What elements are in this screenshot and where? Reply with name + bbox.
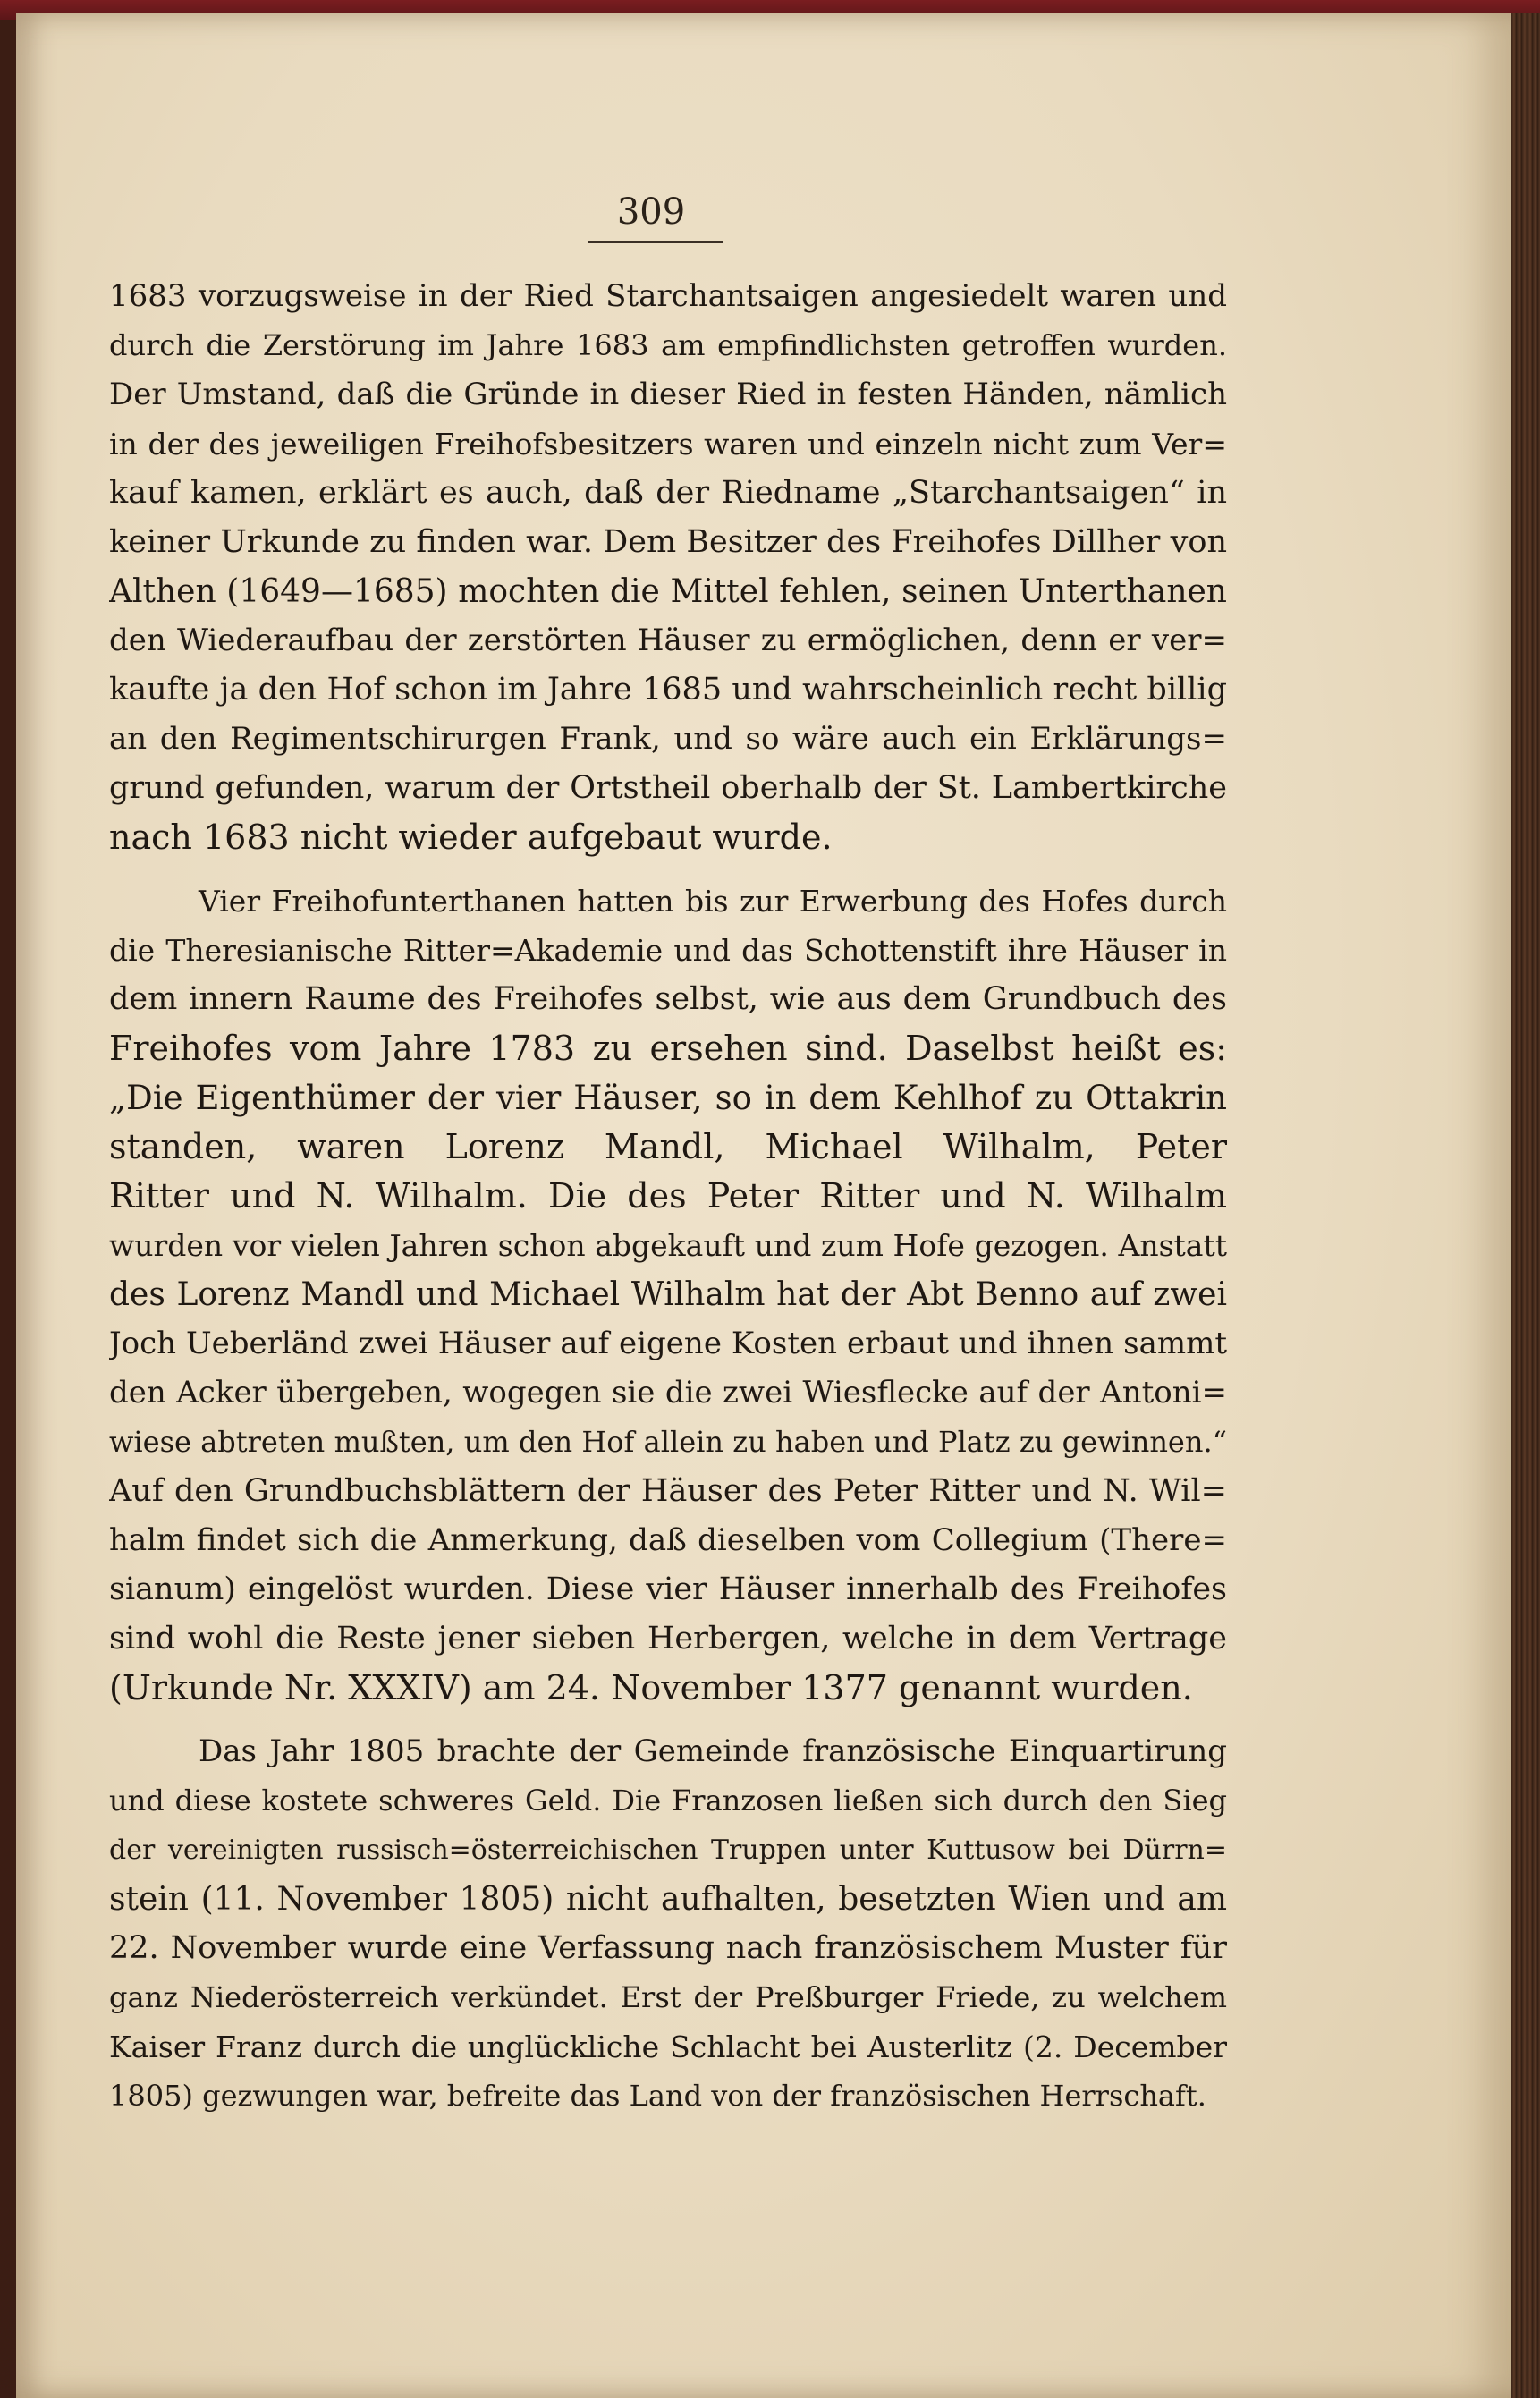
text-line: „Die Eigenthümer der vier Häuser, so in dem Kehlhof zu Ottakrin bbox=[109, 1079, 1227, 1117]
text-line: halm findet sich die Anmerkung, daß dieselben vom Collegium (There= bbox=[109, 1522, 1227, 1558]
text-line: standen, waren Lorenz Mandl, Michael Wilhalm, Peter bbox=[109, 1127, 1227, 1166]
text-line: nach 1683 nicht wieder aufgebaut wurde. bbox=[109, 818, 833, 857]
book-page bbox=[16, 13, 1511, 2398]
text-line: keiner Urkunde zu finden war. Dem Besitzer des Freihofes Dillher von bbox=[109, 524, 1227, 560]
paragraph bbox=[109, 272, 1227, 862]
text-line: dem innern Raume des Freihofes selbst, wie aus dem Grundbuch des bbox=[109, 981, 1227, 1017]
text-line: Ritter und N. Wilhalm. Die des Peter Ritter und N. Wilhalm bbox=[109, 1176, 1227, 1216]
paragraph bbox=[109, 877, 1227, 1713]
text-line: Der Umstand, daß die Gründe in dieser Ried in festen Händen, nämlich bbox=[109, 377, 1227, 412]
text-line: kauf kamen, erklärt es auch, daß der Riedname „Starchantsaigen“ in bbox=[109, 475, 1227, 511]
text-line: kaufte ja den Hof schon im Jahre 1685 und wahrscheinlich recht billig bbox=[109, 672, 1227, 708]
page-number: 309 bbox=[616, 191, 686, 233]
text-line: wurden vor vielen Jahren schon abgekauft und zum Hofe gezogen. Anstatt bbox=[109, 1228, 1227, 1263]
text-line: in der des jeweiligen Freihofsbesitzers waren und einzeln nicht zum Ver= bbox=[109, 427, 1227, 462]
text-line: stein (11. November 1805) nicht aufhalten, besetzten Wien und am bbox=[109, 1881, 1227, 1918]
header-rule bbox=[588, 241, 723, 243]
text-line: Kaiser Franz durch die unglückliche Schlacht bei Austerlitz (2. December bbox=[109, 2029, 1227, 2064]
paragraph bbox=[109, 1727, 1227, 2121]
page-edge bbox=[1511, 13, 1540, 2398]
text-line: sianum) eingelöst wurden. Diese vier Häuser innerhalb des Freihofes bbox=[109, 1572, 1227, 1607]
text-line: und diese kostete schweres Geld. Die Franzosen ließen sich durch den Sieg bbox=[109, 1784, 1227, 1818]
text-line: Joch Ueberländ zwei Häuser auf eigene Kosten erbaut und ihnen sammt bbox=[109, 1326, 1227, 1361]
text-line: den Acker übergeben, wogegen sie die zwei Wiesflecke auf der Antoni= bbox=[109, 1375, 1227, 1411]
text-line: an den Regimentschirurgen Frank, und so wäre auch ein Erklärungs= bbox=[109, 721, 1227, 757]
text-line: Das Jahr 1805 brachte der Gemeinde französische Einquartirung bbox=[199, 1733, 1227, 1769]
text-line: 1805) gezwungen war, befreite das Land von der französischen Herrschaft. bbox=[109, 2079, 1206, 2113]
text-line: den Wiederaufbau der zerstörten Häuser zu ermöglichen, denn er ver= bbox=[109, 623, 1227, 658]
text-line: die Theresianische Ritter=Akademie und das Schottenstift ihre Häuser in bbox=[109, 933, 1227, 968]
text-line: Althen (1649—1685) mochten die Mittel fehlen, seinen Unterthanen bbox=[109, 573, 1227, 610]
body-text bbox=[109, 272, 1227, 2121]
text-line: des Lorenz Mandl und Michael Wilhalm hat der Abt Benno auf zwei bbox=[109, 1276, 1227, 1313]
text-line: durch die Zerstörung im Jahre 1683 am empfindlichsten getroffen wurden. bbox=[109, 328, 1227, 362]
text-line: wiese abtreten mußten, um den Hof allein zu haben und Platz zu gewinnen.“ bbox=[109, 1425, 1227, 1459]
text-line: ganz Niederösterreich verkündet. Erst der Preßburger Friede, zu welchem bbox=[109, 1980, 1227, 2014]
text-line: der vereinigten russisch=österreichischen Truppen unter Kuttusow bei Dürrn= bbox=[109, 1835, 1227, 1866]
text-line: Vier Freihofunterthanen hatten bis zur Erwerbung des Hofes durch bbox=[199, 884, 1227, 919]
text-line: Auf den Grundbuchsblättern der Häuser des Peter Ritter und N. Wil= bbox=[109, 1473, 1227, 1509]
text-line: grund gefunden, warum der Ortstheil oberhalb der St. Lambertkirche bbox=[109, 770, 1227, 806]
text-line: Freihofes vom Jahre 1783 zu ersehen sind. Daselbst heißt es: bbox=[109, 1029, 1227, 1068]
text-line: sind wohl die Reste jener sieben Herbergen, welche in dem Vertrage bbox=[109, 1621, 1227, 1657]
text-line: 1683 vorzugsweise in der Ried Starchantsaigen angesiedelt waren und bbox=[109, 278, 1227, 314]
text-line: 22. November wurde eine Verfassung nach französischem Muster für bbox=[109, 1930, 1227, 1966]
text-line: (Urkunde Nr. XXXIV) am 24. November 1377 genannt wurden. bbox=[109, 1668, 1193, 1707]
